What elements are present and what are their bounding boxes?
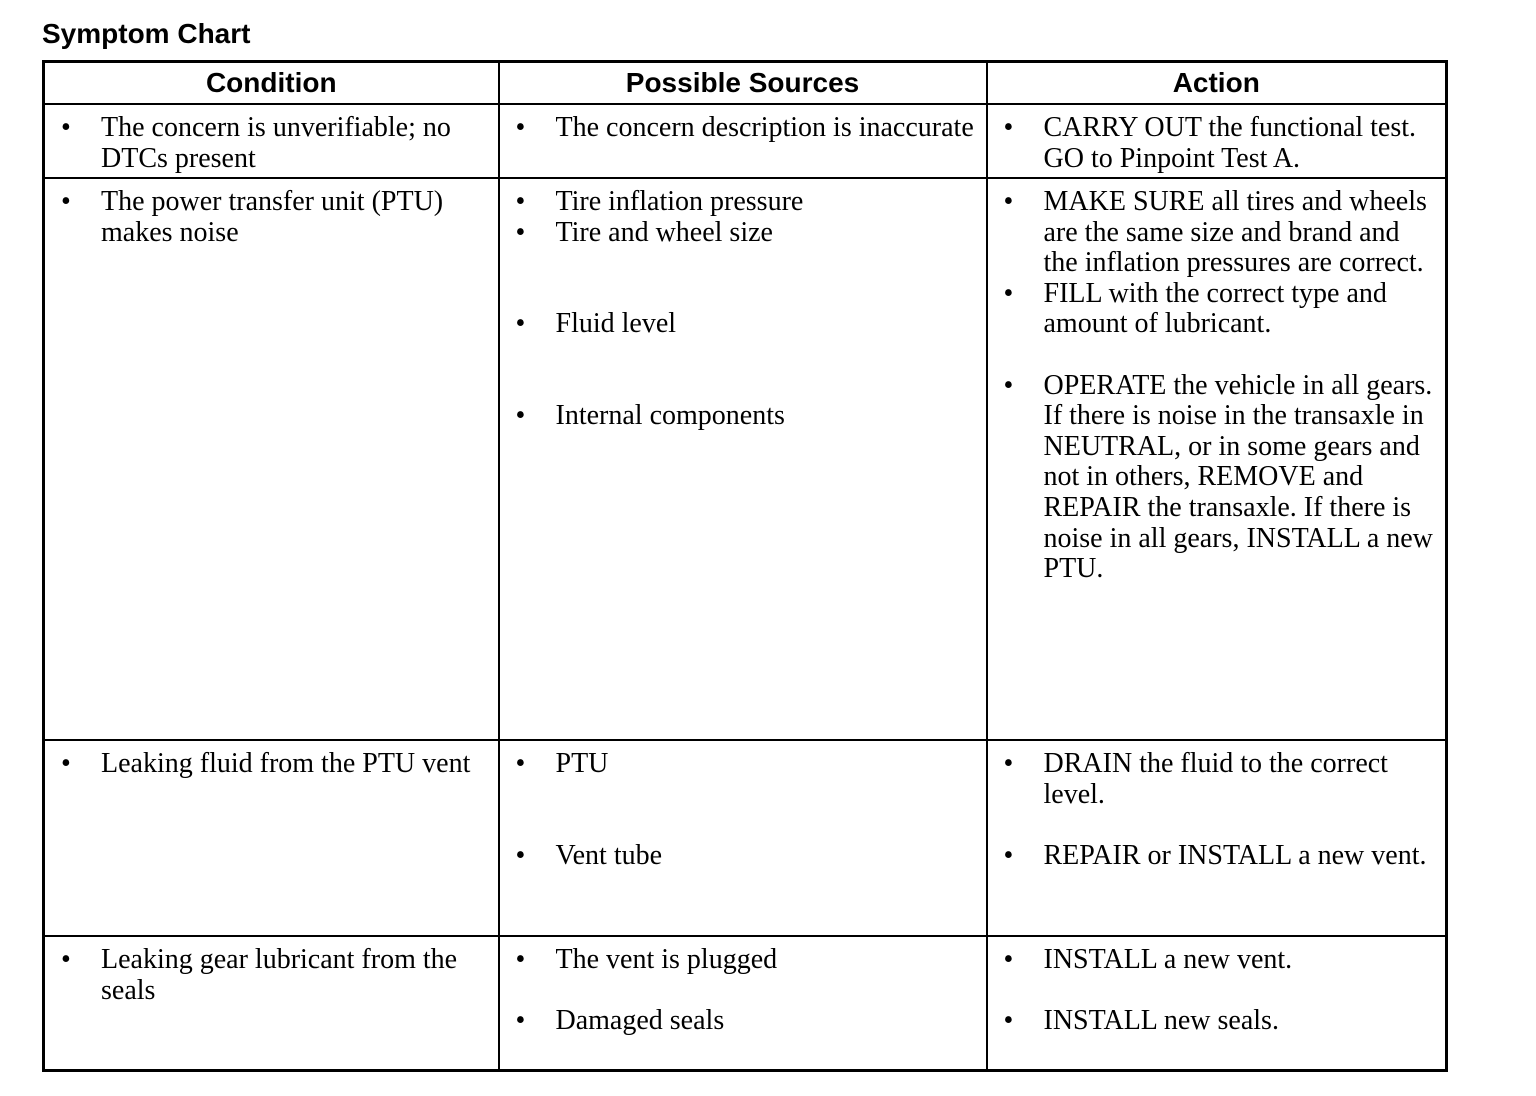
source-text: Vent tube: [555, 839, 663, 871]
bullet-icon: •: [61, 944, 71, 975]
bullet-icon: •: [515, 944, 526, 975]
bullet-icon: •: [515, 216, 526, 248]
condition-cell: [44, 740, 499, 936]
condition-cell: [44, 104, 499, 178]
list-item: [512, 218, 980, 249]
action-text: REPAIR or INSTALL a new vent.: [1043, 839, 1427, 871]
action-text: OPERATE the vehicle in all gears. If there is noise in the transaxle in NEUTRAL, or in some gears and not in others, REMOVE and REPAIR the transaxle. If there is noise in all gears, INSTALL a new PTU.: [1043, 369, 1433, 585]
list-item: [1000, 371, 1440, 585]
bullet-icon: •: [1003, 839, 1014, 871]
source-text: Tire inflation pressure: [555, 186, 804, 217]
bullet-icon: •: [1003, 186, 1014, 217]
action-text: DRAIN the fluid to the correct level.: [1043, 748, 1388, 810]
action-cell: [987, 178, 1447, 740]
source-text: Damaged seals: [555, 1005, 725, 1037]
bullet-icon: •: [515, 186, 526, 217]
table-row: [44, 104, 1447, 178]
bullet-icon: •: [515, 400, 526, 432]
sources-cell: [499, 178, 987, 740]
sources-cell: [499, 104, 987, 178]
bullet-icon: •: [515, 112, 526, 143]
bullet-icon: •: [61, 112, 71, 143]
list-item: [512, 945, 980, 976]
table-row: [44, 740, 1447, 936]
list-item: [512, 309, 980, 340]
list-item: [1000, 1006, 1440, 1037]
action-text: INSTALL a new vent.: [1043, 944, 1293, 975]
action-text: CARRY OUT the functional test. GO to Pinpoint Test A.: [1043, 112, 1417, 174]
list-item: [512, 749, 980, 780]
condition-cell: [44, 178, 499, 740]
list-item: [512, 1006, 980, 1037]
source-text: The vent is plugged: [555, 944, 778, 975]
header-possible-sources: Possible Sources: [499, 62, 987, 105]
source-text: Internal components: [555, 400, 785, 432]
bullet-icon: •: [1003, 1005, 1014, 1037]
bullet-icon: •: [1003, 369, 1014, 401]
bullet-icon: •: [61, 748, 71, 779]
action-cell: [987, 740, 1447, 936]
bullet-icon: •: [515, 308, 526, 340]
list-item: [1000, 187, 1440, 279]
bullet-icon: •: [1003, 944, 1014, 975]
bullet-icon: •: [515, 748, 526, 779]
list-item: [512, 113, 980, 144]
page-title: Symptom Chart: [42, 18, 251, 49]
source-text: The concern description is inaccurate: [555, 112, 974, 143]
list-item: [512, 401, 980, 432]
table-row: [44, 936, 1447, 1071]
condition-text: The power transfer unit (PTU) makes noise: [101, 186, 444, 248]
table-row: [44, 178, 1447, 740]
list-item: [1000, 279, 1440, 340]
condition-cell: [44, 936, 499, 1071]
bullet-icon: •: [1003, 748, 1014, 779]
list-item: [512, 841, 980, 872]
header-action: Action: [987, 62, 1447, 105]
list-item: [1000, 945, 1440, 976]
sources-cell: [499, 740, 987, 936]
header-condition: Condition: [44, 62, 499, 105]
list-item: [57, 113, 492, 174]
list-item: [512, 187, 980, 218]
condition-text: Leaking gear lubricant from the seals: [101, 944, 458, 1006]
condition-text: Leaking fluid from the PTU vent: [101, 748, 471, 779]
sources-cell: [499, 936, 987, 1071]
source-text: Fluid level: [555, 308, 677, 340]
action-text: FILL with the correct type and amount of lubricant.: [1043, 277, 1387, 340]
source-text: Tire and wheel size: [555, 216, 773, 248]
symptom-chart-table: [42, 60, 1448, 1072]
list-item: [1000, 113, 1440, 174]
bullet-icon: •: [1003, 277, 1014, 309]
action-cell: [987, 936, 1447, 1071]
bullet-icon: •: [515, 1005, 526, 1037]
condition-text: The concern is unverifiable; no DTCs present: [101, 112, 451, 174]
bullet-icon: •: [1003, 112, 1014, 143]
header-row: [44, 62, 1447, 105]
action-text: MAKE SURE all tires and wheels are the same size and brand and the inflation pressures are correct.: [1043, 186, 1427, 279]
list-item: [1000, 841, 1440, 872]
list-item: [57, 945, 492, 1006]
action-cell: [987, 104, 1447, 178]
action-text: INSTALL new seals.: [1043, 1005, 1279, 1037]
source-text: PTU: [555, 748, 609, 779]
list-item: [1000, 749, 1440, 810]
bullet-icon: •: [61, 186, 71, 217]
list-item: [57, 749, 492, 780]
list-item: [57, 187, 492, 248]
bullet-icon: •: [515, 839, 526, 871]
